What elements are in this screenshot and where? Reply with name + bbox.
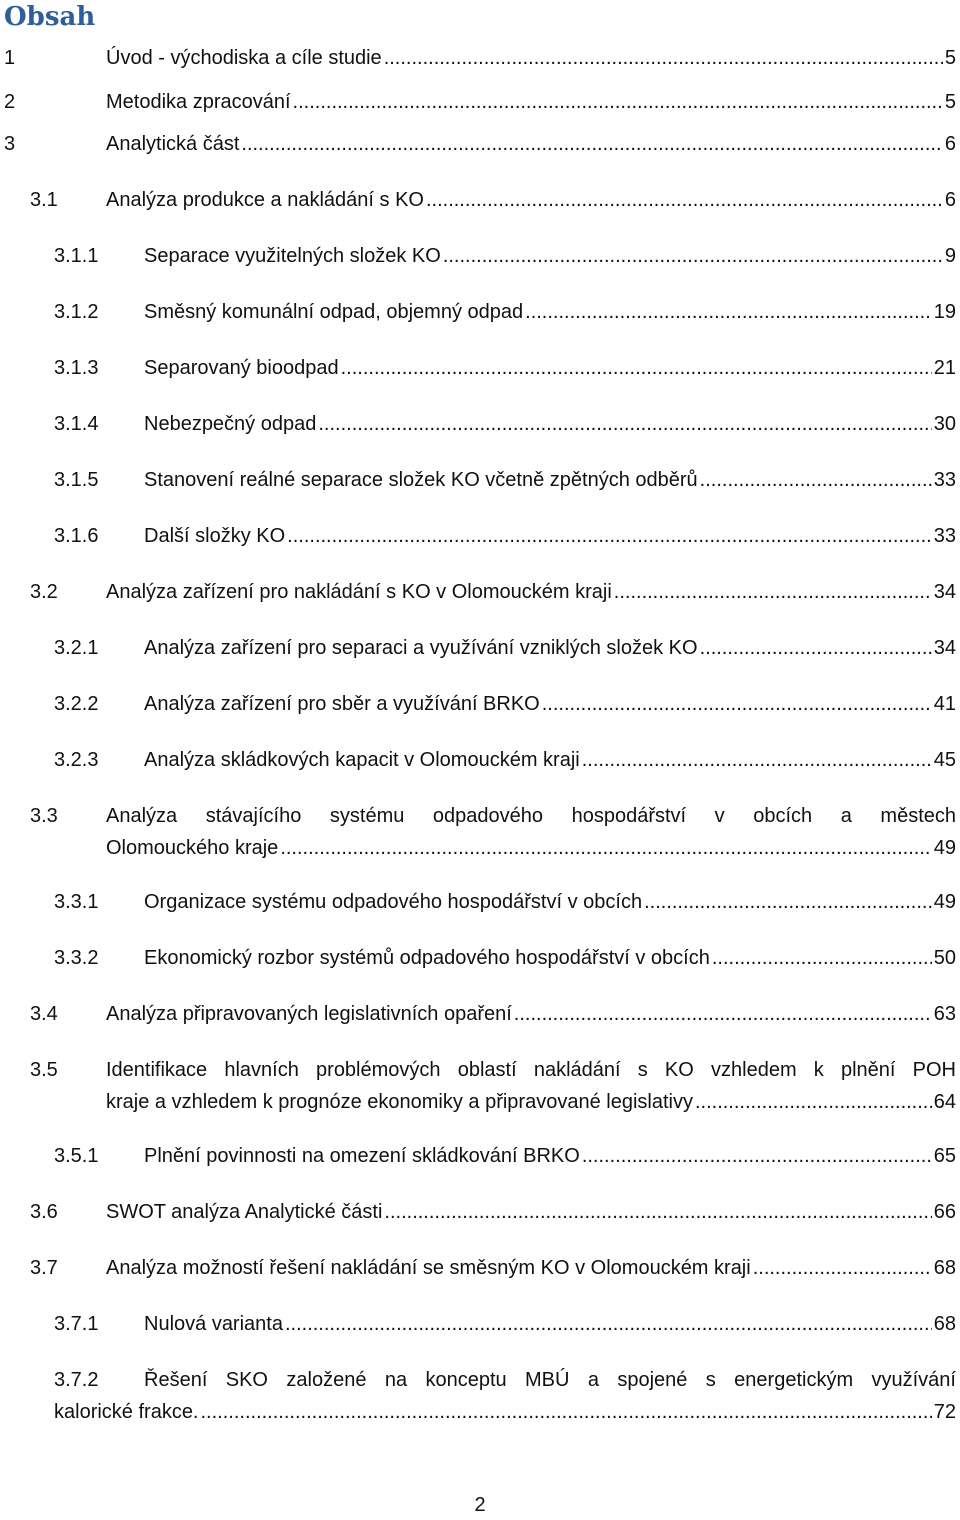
dot-leader	[582, 744, 932, 776]
toc-entry-title: Separace využitelných složek KO	[144, 245, 441, 267]
dot-leader	[384, 42, 943, 74]
dot-leader	[341, 352, 932, 384]
toc-entry-title: Plnění povinnosti na omezení skládkování BRKO	[144, 1145, 580, 1167]
toc-entry-number: 3.3.1	[54, 891, 99, 913]
toc-entry-page: 6	[944, 189, 956, 211]
dot-leader	[514, 998, 932, 1030]
toc-entry-page: 72	[933, 1401, 956, 1423]
toc-entry-page: 50	[933, 947, 956, 969]
dot-leader	[700, 464, 932, 496]
toc-entry-number: 3.2	[30, 581, 58, 603]
toc-entry-title: Směsný komunální odpad, objemný odpad	[144, 301, 524, 323]
toc-entry-title: Analýza připravovaných legislativních opaření	[106, 1003, 512, 1025]
toc-entry-title: Analytická část	[106, 133, 240, 155]
toc-entry-title: Metodika zpracování	[106, 91, 291, 113]
dot-leader	[700, 632, 932, 664]
toc-entry-title: Analýza skládkových kapacit v Olomouckém kraji	[144, 749, 580, 771]
toc-entry-title: kraje a vzhledem k prognóze ekonomiky a připravované legislativy	[106, 1091, 693, 1113]
toc-entry-page: 33	[933, 469, 956, 491]
toc-entry-page: 34	[933, 637, 956, 659]
toc-entry-title: Analýza zařízení pro separaci a využívání vzniklých složek KO	[144, 637, 698, 659]
dot-leader	[695, 1086, 932, 1118]
toc-entry-number: 1	[4, 47, 16, 69]
toc-entry-number: 2	[4, 91, 16, 113]
toc-entry-title: Analýza produkce a nakládání s KO	[106, 189, 424, 211]
toc-entry-page: 66	[933, 1201, 956, 1223]
toc-entry-title: Úvod - východiska a cíle studie	[106, 47, 382, 69]
toc-entry-number: 3.7.1	[54, 1313, 99, 1335]
dot-leader	[542, 688, 932, 720]
dot-leader	[614, 576, 932, 608]
dot-leader	[384, 1196, 931, 1228]
dot-leader	[287, 520, 932, 552]
toc-entry-page: 49	[933, 837, 956, 859]
toc-entry-title: kalorické frakce.	[54, 1401, 199, 1423]
toc-entry-page: 68	[933, 1313, 956, 1335]
toc-entry-title-line: Identifikace hlavních problémových oblastí nakládání s KO vzhledem k plnění POH	[106, 1059, 956, 1081]
toc-entry-page: 49	[933, 891, 956, 913]
toc-entry-title: SWOT analýza Analytické části	[106, 1201, 383, 1223]
toc-entry-number: 3.4	[30, 1003, 58, 1025]
dot-leader	[241, 128, 942, 160]
page-title: Obsah	[4, 2, 96, 32]
toc-entry-number: 3.5.1	[54, 1145, 99, 1167]
toc-entry-page: 9	[944, 245, 956, 267]
toc-entry-title-line: Analýza stávajícího systému odpadového hospodářství v obcích a městech	[106, 805, 956, 827]
toc-entry-number: 3.1.6	[54, 525, 99, 547]
toc-entry-title: Separovaný bioodpad	[144, 357, 339, 379]
toc-entry-number: 3.1	[30, 189, 58, 211]
toc-entry-title: Organizace systému odpadového hospodářství v obcích	[144, 891, 643, 913]
toc-entry-number: 3.2.2	[54, 693, 99, 715]
toc-entry-number: 3	[4, 133, 16, 155]
toc-entry-page: 19	[933, 301, 956, 323]
dot-leader	[712, 942, 932, 974]
toc-entry-page: 64	[933, 1091, 956, 1113]
toc-entry-page: 63	[933, 1003, 956, 1025]
page-number: 2	[474, 1494, 486, 1516]
dot-leader	[582, 1140, 932, 1172]
toc-entry-number: 3.7	[30, 1257, 58, 1279]
toc-entry-number: 3.2.3	[54, 749, 99, 771]
toc-entry-page: 6	[944, 133, 956, 155]
toc-entry-number: 3.3	[30, 805, 58, 827]
toc-entry-page: 65	[933, 1145, 956, 1167]
dot-leader	[318, 408, 931, 440]
toc-entry-title: Analýza zařízení pro nakládání s KO v Olomouckém kraji	[106, 581, 612, 603]
dot-leader	[753, 1252, 932, 1284]
toc-entry-number: 3.1.4	[54, 413, 99, 435]
toc-entry-page: 5	[944, 91, 956, 113]
dot-leader	[293, 86, 943, 118]
toc-entry-page: 30	[933, 413, 956, 435]
toc-entry-page: 41	[933, 693, 956, 715]
toc-entry-title: Stanovení reálné separace složek KO včetně zpětných odběrů	[144, 469, 698, 491]
toc-entry-page: 33	[933, 525, 956, 547]
dot-leader	[201, 1396, 932, 1428]
toc-entry-number: 3.1.5	[54, 469, 99, 491]
toc-entry-title: Nebezpečný odpad	[144, 413, 317, 435]
dot-leader	[644, 886, 932, 918]
toc-entry-title: Nulová varianta	[144, 1313, 283, 1335]
toc-entry-number: 3.1.1	[54, 245, 99, 267]
toc-entry-title: Analýza možností řešení nakládání se směsným KO v Olomouckém kraji	[106, 1257, 751, 1279]
toc-entry-title: Další složky KO	[144, 525, 286, 547]
toc-entry-page: 68	[933, 1257, 956, 1279]
toc-entry-page: 45	[933, 749, 956, 771]
dot-leader	[426, 184, 943, 216]
dot-leader	[280, 832, 931, 864]
toc-entry-page: 5	[944, 47, 956, 69]
toc-entry-title-line: Řešení SKO založené na konceptu MBÚ a spojené s energetickým využívání	[144, 1369, 956, 1391]
dot-leader	[443, 240, 943, 272]
toc-entry-number: 3.3.2	[54, 947, 99, 969]
dot-leader	[525, 296, 932, 328]
toc-entry-title: Analýza zařízení pro sběr a využívání BRKO	[144, 693, 540, 715]
toc-entry-number: 3.1.3	[54, 357, 99, 379]
dot-leader	[285, 1308, 932, 1340]
toc-entry-number: 3.6	[30, 1201, 58, 1223]
toc-entry-title: Ekonomický rozbor systémů odpadového hospodářství v obcích	[144, 947, 710, 969]
toc-entry-number: 3.2.1	[54, 637, 99, 659]
toc-entry-number: 3.1.2	[54, 301, 99, 323]
toc-entry-title: Olomouckého kraje	[106, 837, 279, 859]
toc-entry-number: 3.7.2	[54, 1369, 99, 1391]
toc-entry-page: 21	[933, 357, 956, 379]
toc-entry-number: 3.5	[30, 1059, 58, 1081]
toc-entry-page: 34	[933, 581, 956, 603]
